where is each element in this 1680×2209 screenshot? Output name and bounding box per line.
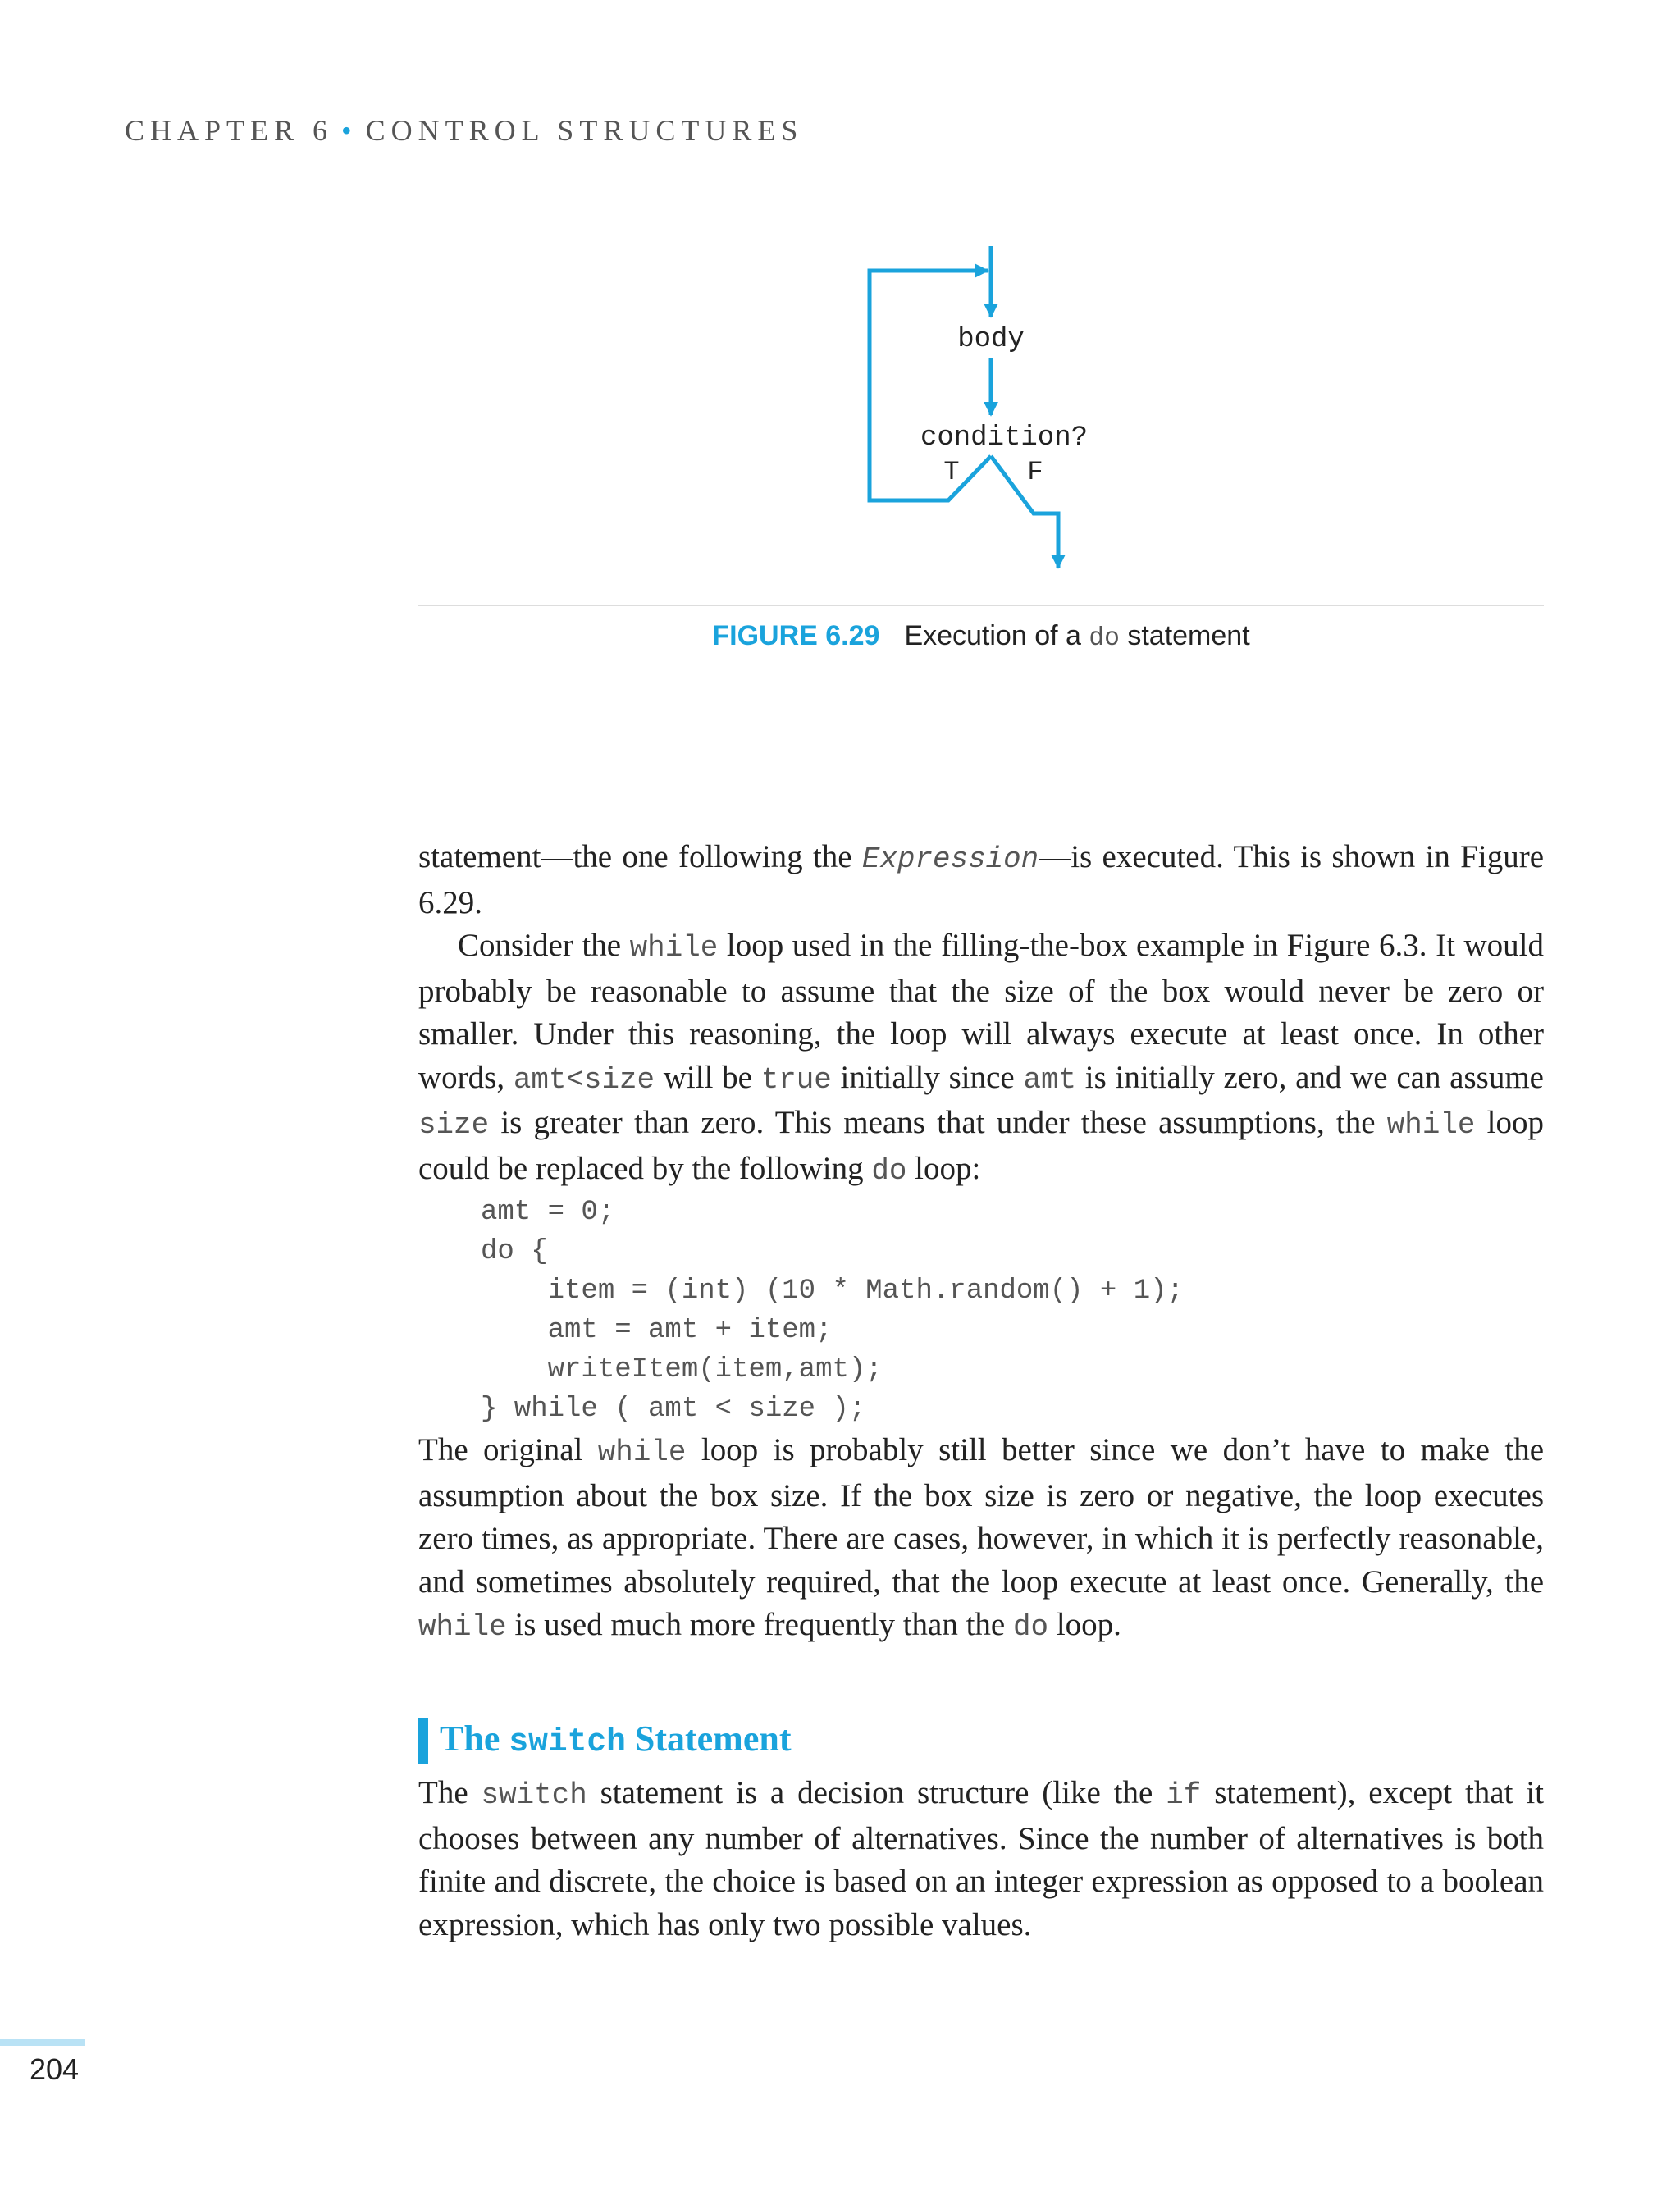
code-line: writeItem(item,amt); <box>481 1354 883 1385</box>
condition-node: condition? <box>920 422 1089 454</box>
do-statement-flow-diagram <box>0 0 1680 623</box>
caption-code: do <box>1089 624 1120 653</box>
running-head-bullet: • <box>341 114 358 147</box>
code-line: amt = amt + item; <box>481 1315 833 1346</box>
inline-code-expression: Expression <box>861 842 1039 876</box>
exit-arrow <box>991 456 1058 568</box>
false-label: F <box>1027 457 1043 487</box>
main-text <box>418 836 1544 1650</box>
page-number-rule <box>0 2039 85 2046</box>
paragraph-while-loop: Consider the while loop used in the filling-the-box example in Figure 6.3. It would probably be reasonable to assume that the size of the box would never be zero or smaller. Under this reasoning, the loop will always execute at least once. In other words, amt<size will be true initially since amt is initially zero, and we can assume size is greater than zero. This means that under these assumptions, the while loop could be replaced by the following do loop: <box>418 928 1545 1188</box>
code-line: do { <box>481 1236 548 1267</box>
code-line: } while ( amt < size ); <box>481 1394 866 1425</box>
running-head-chapter: CHAPTER 6 <box>125 114 334 147</box>
paragraph-original-while: The original while loop is probably still better since we don’t have to make the assumption about the box size. If the box size is zero or negative, the loop executes zero times, as appropriate. There are cases, however, in which it is perfectly reasonable, and sometimes absolutely required, that the loop execute at least once. Generally, the while is used much more frequently than the do loop. <box>418 1432 1545 1644</box>
body-node: body <box>957 324 1025 355</box>
figure-rule <box>418 605 1544 606</box>
true-label: T <box>943 457 960 487</box>
section-heading: The switch Statement <box>418 1718 791 1764</box>
section-text <box>418 1772 1544 1947</box>
paragraph-switch: The switch statement is a decision structure (like the if statement), except that it chooses between any number of alternatives. Since the number of alternatives is both finite and discrete, the choice is based on an integer expression as opposed to a boolean expression, which has only two possible values. <box>418 1775 1545 1942</box>
code-line: item = (int) (10 * Math.random() + 1); <box>481 1276 1184 1307</box>
code-line: amt = 0; <box>481 1197 615 1228</box>
section-heading-code: switch <box>509 1723 626 1760</box>
running-head-title: CONTROL STRUCTURES <box>365 114 804 147</box>
loop-back-arrow <box>870 271 991 500</box>
code-block <box>418 1193 1544 1429</box>
page-number: 204 <box>30 2052 80 2086</box>
figure-number: FIGURE 6.29 <box>712 620 880 651</box>
figure-caption <box>418 620 1544 653</box>
caption-text-end: statement <box>1119 620 1250 651</box>
paragraph-continuation: statement—the one following the Expression—is executed. This is shown in Figure 6.29. <box>418 839 1545 920</box>
caption-text: Execution of a <box>904 620 1089 651</box>
